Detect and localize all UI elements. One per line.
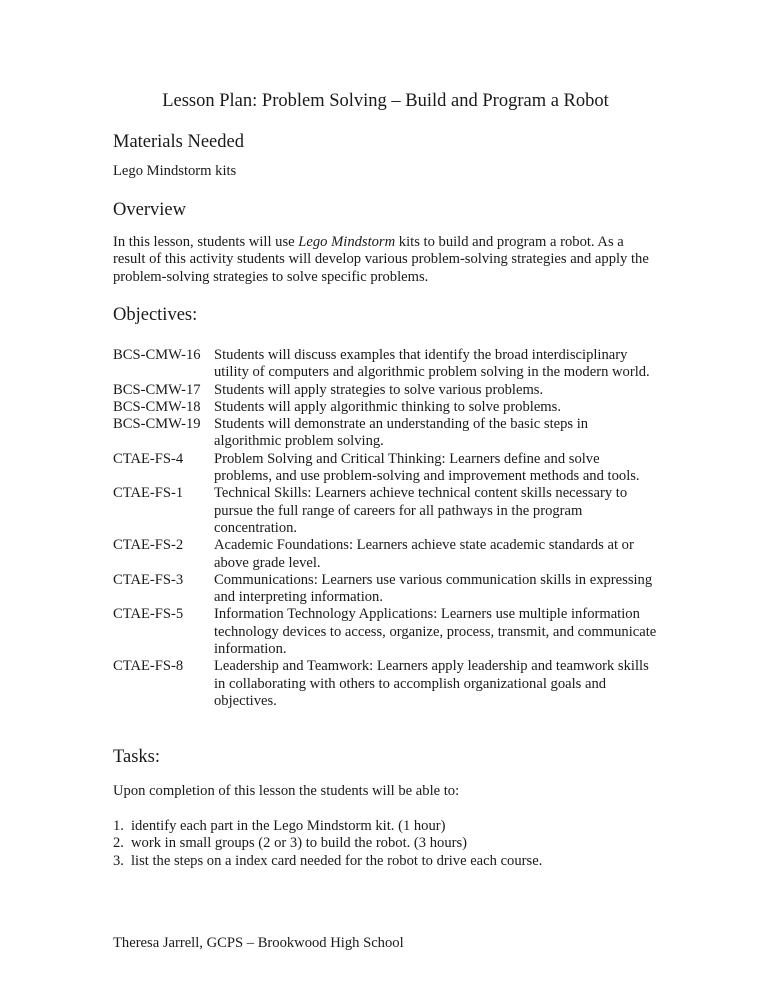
materials-heading: Materials Needed — [113, 132, 244, 152]
overview-text-italic: Lego Mindstorm — [298, 234, 396, 250]
overview-text-after: kits to build and program a robot. As a result of this activity students will develop various problem-solving strategies and apply the problem-solving strategies to solve specific problems. — [113, 234, 649, 285]
task-number: 2. — [113, 835, 124, 852]
overview-paragraph — [113, 234, 653, 286]
objective-desc: Students will apply strategies to solve various problems. — [214, 381, 544, 398]
task-text: work in small groups (2 or 3) to build the robot. (3 hours) — [131, 835, 468, 852]
tasks-intro: Upon completion of this lesson the students will be able to: — [113, 783, 460, 799]
objective-code: CTAE-FS-4 — [113, 450, 184, 467]
objective-code: BCS-CMW-17 — [113, 381, 201, 398]
objective-code: BCS-CMW-19 — [113, 416, 201, 433]
objective-row — [113, 451, 658, 486]
tasks-heading: Tasks: — [113, 747, 161, 767]
objective-code: CTAE-FS-2 — [113, 537, 184, 554]
task-number: 1. — [113, 818, 124, 834]
objective-desc: Problem Solving and Critical Thinking: Learners define and solve problems, and use problem-solving and improvement methods and tools. — [214, 450, 640, 485]
page-title: Lesson Plan: Problem Solving – Build and Program a Robot — [162, 91, 609, 111]
task-number: 3. — [113, 852, 124, 869]
objective-desc: Leadership and Teamwork: Learners apply leadership and teamwork skills in collaborating with others to accomplish organizational goals and objectives. — [214, 658, 649, 709]
task-text: list the steps on a index card needed for the robot to drive each course. — [131, 852, 543, 869]
objectives-heading: Objectives: — [113, 305, 198, 325]
task-text: identify each part in the Lego Mindstorm kit. (1 hour) — [131, 818, 446, 834]
objective-row — [113, 399, 658, 416]
objective-desc: Information Technology Applications: Learners use multiple information technology devices to access, organize, process, transmit, and communicate information. — [214, 606, 657, 658]
objective-code: CTAE-FS-1 — [113, 485, 184, 502]
objective-row — [113, 347, 658, 382]
objective-code: BCS-CMW-18 — [113, 398, 201, 415]
objective-row — [113, 658, 658, 710]
objective-row — [113, 485, 658, 537]
objective-desc: Students will discuss examples that identify the broad interdisciplinary utility of computers and algorithmic problem solving in the modern world. — [214, 347, 650, 381]
task-item — [113, 818, 658, 835]
materials-text: Lego Mindstorm kits — [113, 163, 237, 179]
objective-row — [113, 572, 658, 607]
objective-desc: Academic Foundations: Learners achieve state academic standards at or above grade level. — [214, 537, 634, 571]
objective-code: CTAE-FS-5 — [113, 606, 184, 623]
page-footer: Theresa Jarrell, GCPS – Brookwood High School — [113, 935, 404, 951]
tasks-list — [113, 818, 658, 870]
overview-text-before: In this lesson, students will use — [113, 234, 299, 250]
task-item — [113, 853, 658, 870]
objectives-list — [113, 347, 658, 710]
objective-row — [113, 537, 658, 572]
task-item — [113, 835, 658, 852]
objective-desc: Technical Skills: Learners achieve technical content skills necessary to pursue the full range of careers for all pathways in the program concentration. — [214, 485, 628, 536]
objective-desc: Students will demonstrate an understanding of the basic steps in algorithmic problem solving. — [214, 416, 589, 450]
objective-row — [113, 416, 658, 451]
objective-code: CTAE-FS-8 — [113, 658, 184, 675]
objective-desc: Communications: Learners use various communication skills in expressing and interpreting information. — [214, 571, 653, 606]
objective-desc: Students will apply algorithmic thinking to solve problems. — [214, 398, 561, 415]
objective-code: CTAE-FS-3 — [113, 571, 184, 588]
objective-row — [113, 606, 658, 658]
objective-row — [113, 382, 658, 399]
overview-heading: Overview — [113, 200, 186, 220]
objective-code: BCS-CMW-16 — [113, 347, 201, 363]
